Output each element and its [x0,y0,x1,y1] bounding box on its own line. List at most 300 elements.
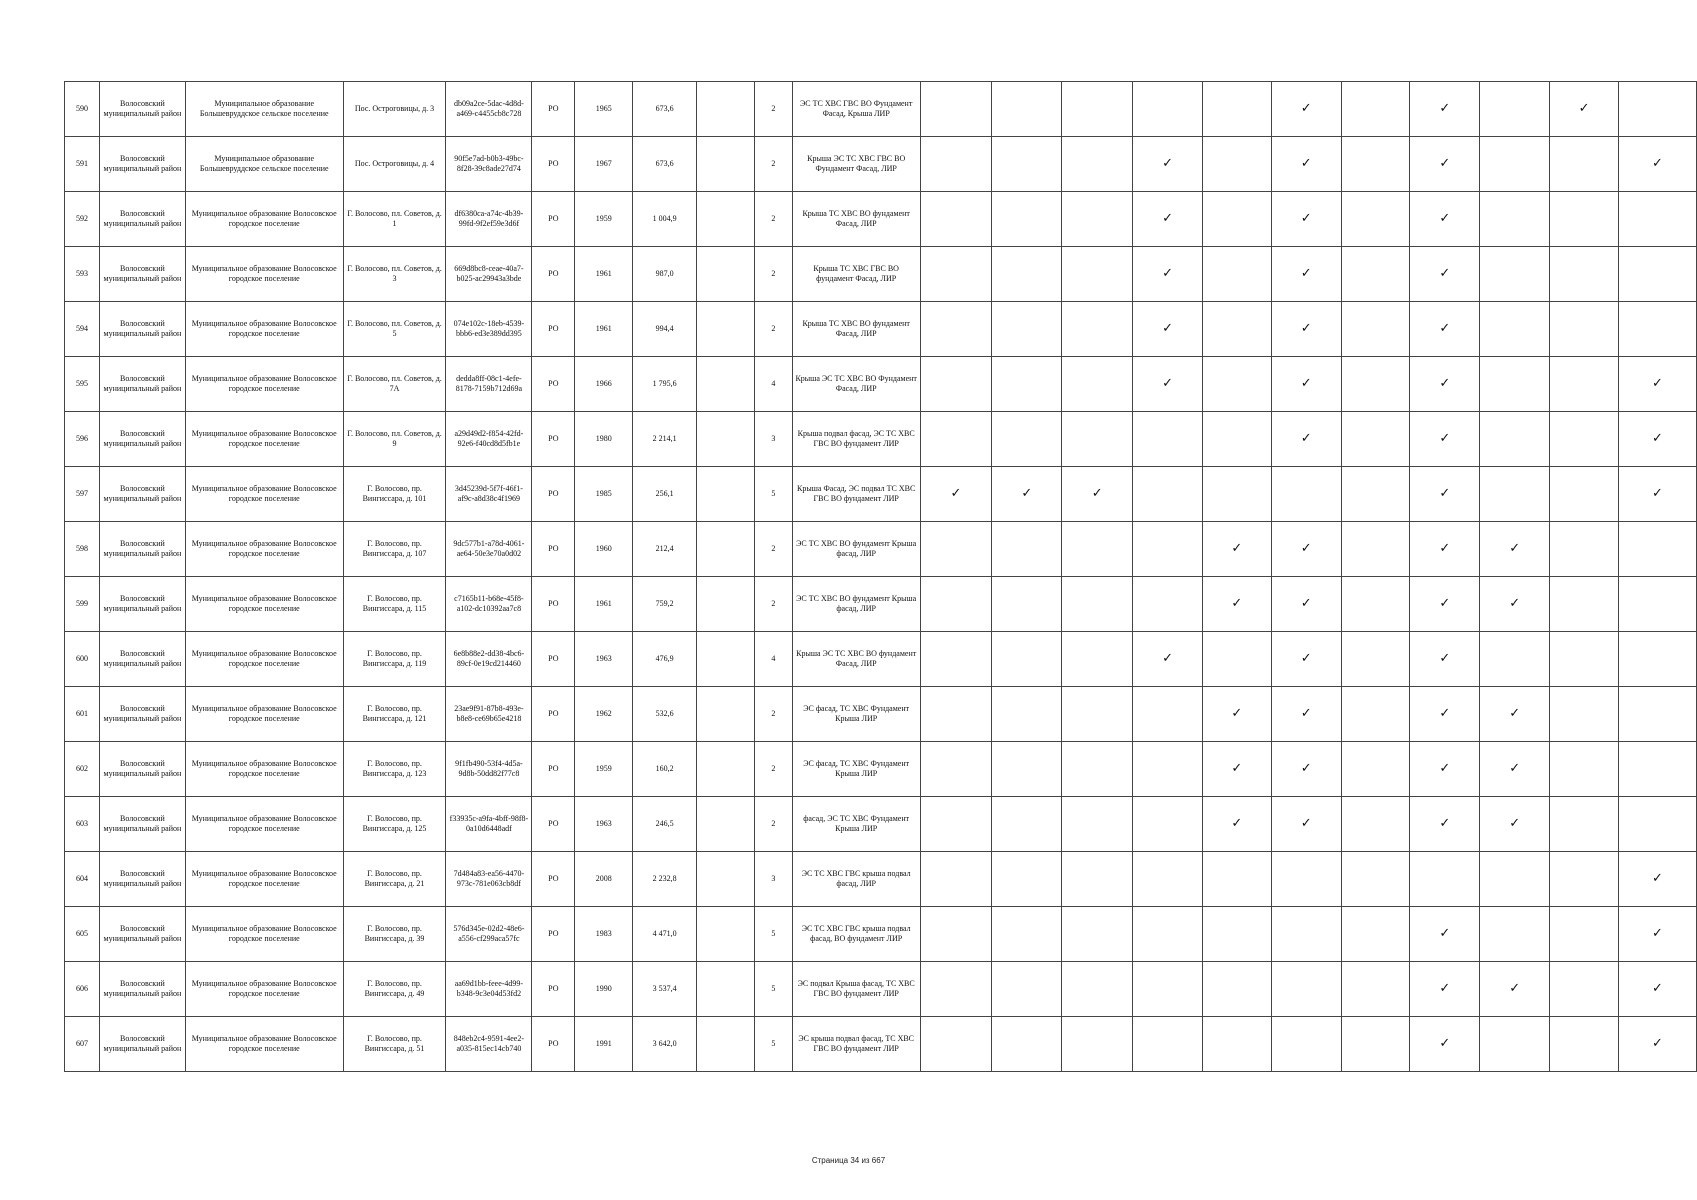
area-cell: 2 232,8 [633,852,697,907]
municipality-cell: Муниципальное образование Волосовское городское поселение [185,962,343,1017]
count-cell: 5 [754,962,792,1017]
check-mark-icon: ✓ [1618,907,1696,962]
address-cell: Г. Волосово, пл. Советов, д. 1 [343,192,446,247]
empty-check-cell [1133,577,1203,632]
empty-check-cell [992,412,1062,467]
check-mark-icon: ✓ [1271,192,1341,247]
empty-check-cell [1133,687,1203,742]
district-cell: Волосовский муниципальный район [99,357,185,412]
empty-check-cell [1480,1017,1550,1072]
empty-check-cell [1062,797,1133,852]
district-cell: Волосовский муниципальный район [99,742,185,797]
row-number: 591 [65,137,100,192]
type-cell: РО [532,632,575,687]
empty-check-cell [1341,632,1410,687]
row-number: 601 [65,687,100,742]
empty-cell [697,687,755,742]
guid-cell: df6380ca-a74c-4b39-99fd-9f2ef59e3d6f [446,192,532,247]
empty-check-cell [1202,1017,1271,1072]
empty-check-cell [1341,137,1410,192]
empty-check-cell [992,852,1062,907]
empty-cell [697,302,755,357]
empty-check-cell [992,577,1062,632]
check-mark-icon: ✓ [1271,357,1341,412]
empty-check-cell [920,577,992,632]
empty-check-cell [1341,522,1410,577]
year-cell: 1967 [575,137,633,192]
type-cell: РО [532,467,575,522]
empty-check-cell [1133,412,1203,467]
empty-cell [697,852,755,907]
empty-check-cell [992,907,1062,962]
count-cell: 2 [754,137,792,192]
empty-check-cell [1133,82,1203,137]
works-cell: Крыша ЭС ТС ХВС ВО фундамент Фасад, ЛИР [792,632,920,687]
check-mark-icon: ✓ [1410,137,1480,192]
empty-check-cell [1550,467,1619,522]
check-mark-icon: ✓ [1480,742,1550,797]
district-cell: Волосовский муниципальный район [99,137,185,192]
check-mark-icon: ✓ [1410,742,1480,797]
works-cell: Крыша ТС ХВС ГВС ВО фундамент Фасад, ЛИР [792,247,920,302]
area-cell: 246,5 [633,797,697,852]
empty-check-cell [1480,632,1550,687]
area-cell: 476,9 [633,632,697,687]
empty-check-cell [1062,632,1133,687]
empty-check-cell [1341,467,1410,522]
check-mark-icon: ✓ [1410,467,1480,522]
empty-check-cell [1410,852,1480,907]
empty-check-cell [1271,962,1341,1017]
year-cell: 1980 [575,412,633,467]
check-mark-icon: ✓ [1271,742,1341,797]
empty-check-cell [1341,907,1410,962]
address-cell: Пос. Остроговицы, д. 3 [343,82,446,137]
address-cell: Г. Волосово, пл. Советов, д. 9 [343,412,446,467]
works-cell: Крыша ЭС ТС ХВС ВО Фундамент Фасад, ЛИР [792,357,920,412]
address-cell: Пос. Остроговицы, д. 4 [343,137,446,192]
empty-check-cell [1618,247,1696,302]
municipality-cell: Муниципальное образование Волосовское городское поселение [185,577,343,632]
empty-cell [697,467,755,522]
municipality-cell: Муниципальное образование Волосовское городское поселение [185,742,343,797]
count-cell: 5 [754,1017,792,1072]
row-number: 596 [65,412,100,467]
year-cell: 1983 [575,907,633,962]
district-cell: Волосовский муниципальный район [99,797,185,852]
empty-check-cell [1062,742,1133,797]
works-cell: Крыша ЭС ТС ХВС ГВС ВО Фундамент Фасад, ЛИР [792,137,920,192]
empty-check-cell [1341,247,1410,302]
check-mark-icon: ✓ [1202,687,1271,742]
type-cell: РО [532,247,575,302]
empty-check-cell [1550,412,1619,467]
empty-check-cell [920,797,992,852]
year-cell: 1962 [575,687,633,742]
empty-check-cell [1618,742,1696,797]
address-cell: Г. Волосово, пр. Вингиссара, д. 107 [343,522,446,577]
row-number: 600 [65,632,100,687]
empty-check-cell [1202,632,1271,687]
count-cell: 3 [754,852,792,907]
address-cell: Г. Волосово, пр. Вингиссара, д. 39 [343,907,446,962]
area-cell: 987,0 [633,247,697,302]
check-mark-icon: ✓ [1410,907,1480,962]
empty-check-cell [1480,467,1550,522]
year-cell: 1963 [575,632,633,687]
guid-cell: a29d49d2-f854-42fd-92e6-f40cd8d5fb1e [446,412,532,467]
empty-cell [697,192,755,247]
empty-check-cell [1062,907,1133,962]
municipality-cell: Муниципальное образование Волосовское городское поселение [185,1017,343,1072]
check-mark-icon: ✓ [1271,577,1341,632]
empty-check-cell [1550,302,1619,357]
empty-check-cell [992,247,1062,302]
empty-check-cell [1271,467,1341,522]
address-cell: Г. Волосово, пр. Вингиссара, д. 119 [343,632,446,687]
row-number: 597 [65,467,100,522]
empty-check-cell [920,522,992,577]
empty-check-cell [1133,907,1203,962]
row-number: 599 [65,577,100,632]
empty-check-cell [1202,962,1271,1017]
year-cell: 1990 [575,962,633,1017]
works-cell: ЭС фасад, ТС ХВС Фундамент Крыша ЛИР [792,687,920,742]
address-cell: Г. Волосово, пр. Вингиссара, д. 123 [343,742,446,797]
check-mark-icon: ✓ [1618,137,1696,192]
empty-check-cell [1618,797,1696,852]
area-cell: 2 214,1 [633,412,697,467]
guid-cell: 074e102c-18eb-4539-bbb6-ed3e389dd395 [446,302,532,357]
empty-check-cell [1550,632,1619,687]
empty-check-cell [1341,687,1410,742]
empty-cell [697,82,755,137]
guid-cell: 90f5e7ad-b0b3-49bc-8f28-39c8ade27d74 [446,137,532,192]
empty-check-cell [1618,687,1696,742]
count-cell: 2 [754,247,792,302]
empty-check-cell [1062,247,1133,302]
row-number: 594 [65,302,100,357]
empty-check-cell [1202,82,1271,137]
empty-check-cell [1062,1017,1133,1072]
check-mark-icon: ✓ [1480,962,1550,1017]
type-cell: РО [532,137,575,192]
check-mark-icon: ✓ [1480,687,1550,742]
empty-check-cell [1618,632,1696,687]
empty-check-cell [1062,412,1133,467]
year-cell: 1966 [575,357,633,412]
check-mark-icon: ✓ [1410,1017,1480,1072]
check-mark-icon: ✓ [1202,577,1271,632]
guid-cell: 576d345e-02d2-48e6-a556-cf299aca57fc [446,907,532,962]
guid-cell: 23ae9f91-87b8-493e-b8e8-ce69b65e4218 [446,687,532,742]
area-cell: 673,6 [633,82,697,137]
empty-check-cell [1550,687,1619,742]
check-mark-icon: ✓ [1410,962,1480,1017]
empty-check-cell [1550,962,1619,1017]
type-cell: РО [532,797,575,852]
check-mark-icon: ✓ [1271,82,1341,137]
check-mark-icon: ✓ [1271,797,1341,852]
check-mark-icon: ✓ [1480,797,1550,852]
district-cell: Волосовский муниципальный район [99,632,185,687]
guid-cell: aa69d1bb-feee-4d99-b348-9c3e04d53fd2 [446,962,532,1017]
table-row [65,302,1697,357]
row-number: 607 [65,1017,100,1072]
empty-check-cell [1062,852,1133,907]
works-cell: ЭС крыша подвал фасад, ТС ХВС ГВС ВО фундамент ЛИР [792,1017,920,1072]
row-number: 606 [65,962,100,1017]
empty-check-cell [1202,137,1271,192]
area-cell: 673,6 [633,137,697,192]
type-cell: РО [532,742,575,797]
area-cell: 160,2 [633,742,697,797]
row-number: 603 [65,797,100,852]
empty-check-cell [1550,192,1619,247]
empty-check-cell [1202,357,1271,412]
type-cell: РО [532,82,575,137]
check-mark-icon: ✓ [1271,412,1341,467]
year-cell: 1961 [575,302,633,357]
type-cell: РО [532,302,575,357]
address-cell: Г. Волосово, пл. Советов, д. 3 [343,247,446,302]
empty-check-cell [992,742,1062,797]
type-cell: РО [532,577,575,632]
empty-check-cell [920,357,992,412]
district-cell: Волосовский муниципальный район [99,192,185,247]
guid-cell: 7d484a83-ea56-4470-973c-781e063cb8df [446,852,532,907]
empty-check-cell [1133,852,1203,907]
guid-cell: 9f1fb490-53f4-4d5a-9d8b-50dd82f77c8 [446,742,532,797]
check-mark-icon: ✓ [1410,82,1480,137]
page-footer: Страница 34 из 667 [811,1156,886,1165]
empty-check-cell [1202,247,1271,302]
check-mark-icon: ✓ [1410,797,1480,852]
table-row [65,907,1697,962]
check-mark-icon: ✓ [1618,357,1696,412]
empty-check-cell [1202,412,1271,467]
empty-check-cell [1062,82,1133,137]
empty-check-cell [1341,357,1410,412]
year-cell: 1959 [575,742,633,797]
table-row [65,247,1697,302]
empty-check-cell [920,632,992,687]
municipality-cell: Муниципальное образование Волосовское городское поселение [185,797,343,852]
type-cell: РО [532,852,575,907]
guid-cell: db09a2ce-5dac-4d8d-a469-c4455cb8c728 [446,82,532,137]
table-row [65,522,1697,577]
empty-check-cell [992,962,1062,1017]
empty-check-cell [1062,137,1133,192]
count-cell: 4 [754,632,792,687]
works-cell: Крыша Фасад, ЭС подвал ТС ХВС ГВС ВО фундамент ЛИР [792,467,920,522]
guid-cell: 9dc577b1-a78d-4061-ae64-50e3e70a0d02 [446,522,532,577]
empty-check-cell [920,137,992,192]
check-mark-icon: ✓ [1271,522,1341,577]
empty-check-cell [1550,357,1619,412]
empty-check-cell [920,1017,992,1072]
empty-check-cell [1341,1017,1410,1072]
empty-check-cell [1341,577,1410,632]
empty-check-cell [1550,797,1619,852]
municipality-cell: Муниципальное образование Волосовское городское поселение [185,247,343,302]
empty-check-cell [1550,137,1619,192]
table-row [65,577,1697,632]
check-mark-icon: ✓ [1618,1017,1696,1072]
district-cell: Волосовский муниципальный район [99,522,185,577]
count-cell: 5 [754,467,792,522]
empty-check-cell [1618,192,1696,247]
check-mark-icon: ✓ [1618,962,1696,1017]
area-cell: 3 537,4 [633,962,697,1017]
empty-check-cell [920,687,992,742]
municipality-cell: Муниципальное образование Большевруддское сельское поселение [185,137,343,192]
empty-check-cell [920,962,992,1017]
empty-check-cell [992,302,1062,357]
year-cell: 1963 [575,797,633,852]
guid-cell: 669d8bc8-ceae-40a7-b025-ac29943a3bde [446,247,532,302]
check-mark-icon: ✓ [1550,82,1619,137]
check-mark-icon: ✓ [1618,412,1696,467]
year-cell: 1991 [575,1017,633,1072]
empty-check-cell [1480,247,1550,302]
municipality-cell: Муниципальное образование Волосовское городское поселение [185,687,343,742]
count-cell: 2 [754,797,792,852]
guid-cell: dedda8ff-08c1-4efe-8178-7159b712d69a [446,357,532,412]
district-cell: Волосовский муниципальный район [99,852,185,907]
area-cell: 212,4 [633,522,697,577]
empty-check-cell [1341,192,1410,247]
empty-check-cell [1062,302,1133,357]
address-cell: Г. Волосово, пр. Вингиссара, д. 51 [343,1017,446,1072]
table-row [65,192,1697,247]
area-cell: 759,2 [633,577,697,632]
area-cell: 532,6 [633,687,697,742]
type-cell: РО [532,522,575,577]
area-cell: 3 642,0 [633,1017,697,1072]
empty-cell [697,412,755,467]
row-number: 598 [65,522,100,577]
check-mark-icon: ✓ [1133,247,1203,302]
empty-check-cell [1550,1017,1619,1072]
area-cell: 1 004,9 [633,192,697,247]
check-mark-icon: ✓ [1133,632,1203,687]
table-row [65,797,1697,852]
empty-check-cell [1062,962,1133,1017]
empty-cell [697,797,755,852]
count-cell: 2 [754,192,792,247]
empty-check-cell [1133,797,1203,852]
empty-check-cell [1480,302,1550,357]
district-cell: Волосовский муниципальный район [99,467,185,522]
year-cell: 1961 [575,247,633,302]
empty-check-cell [1480,192,1550,247]
check-mark-icon: ✓ [1133,357,1203,412]
works-cell: ЭС подвал Крыша фасад, ТС ХВС ГВС ВО фундамент ЛИР [792,962,920,1017]
empty-check-cell [992,357,1062,412]
empty-check-cell [1133,1017,1203,1072]
district-cell: Волосовский муниципальный район [99,247,185,302]
empty-check-cell [1341,962,1410,1017]
empty-check-cell [992,192,1062,247]
check-mark-icon: ✓ [1271,632,1341,687]
type-cell: РО [532,907,575,962]
address-cell: Г. Волосово, пр. Вингиссара, д. 115 [343,577,446,632]
type-cell: РО [532,1017,575,1072]
empty-check-cell [920,907,992,962]
empty-check-cell [1550,247,1619,302]
year-cell: 1959 [575,192,633,247]
empty-check-cell [992,137,1062,192]
row-number: 602 [65,742,100,797]
table-row [65,1017,1697,1072]
empty-check-cell [1480,357,1550,412]
check-mark-icon: ✓ [1410,192,1480,247]
empty-check-cell [1133,522,1203,577]
table-row [65,632,1697,687]
empty-cell [697,522,755,577]
empty-check-cell [992,1017,1062,1072]
works-cell: фасад, ЭС ТС ХВС Фундамент Крыша ЛИР [792,797,920,852]
area-cell: 256,1 [633,467,697,522]
empty-check-cell [920,82,992,137]
register-table [64,81,1697,1072]
check-mark-icon: ✓ [1480,522,1550,577]
district-cell: Волосовский муниципальный район [99,302,185,357]
type-cell: РО [532,962,575,1017]
municipality-cell: Муниципальное образование Волосовское городское поселение [185,522,343,577]
works-cell: ЭС ТС ХВС ГВС ВО Фундамент Фасад, Крыша ЛИР [792,82,920,137]
municipality-cell: Муниципальное образование Волосовское городское поселение [185,357,343,412]
empty-check-cell [1341,302,1410,357]
guid-cell: c7165b11-b68e-45f8-a102-dc10392aa7c8 [446,577,532,632]
guid-cell: 848eb2c4-9591-4ee2-a035-815ec14cb740 [446,1017,532,1072]
check-mark-icon: ✓ [1410,302,1480,357]
empty-check-cell [1341,797,1410,852]
works-cell: ЭС фасад, ТС ХВС Фундамент Крыша ЛИР [792,742,920,797]
count-cell: 4 [754,357,792,412]
row-number: 593 [65,247,100,302]
empty-check-cell [1618,577,1696,632]
row-number: 605 [65,907,100,962]
empty-check-cell [1202,852,1271,907]
year-cell: 1961 [575,577,633,632]
empty-check-cell [992,82,1062,137]
empty-check-cell [1202,192,1271,247]
address-cell: Г. Волосово, пр. Вингиссара, д. 125 [343,797,446,852]
empty-check-cell [1480,852,1550,907]
municipality-cell: Муниципальное образование Волосовское городское поселение [185,302,343,357]
check-mark-icon: ✓ [1410,632,1480,687]
municipality-cell: Муниципальное образование Волосовское городское поселение [185,852,343,907]
type-cell: РО [532,412,575,467]
count-cell: 2 [754,577,792,632]
works-cell: ЭС ТС ХВС ВО фундамент Крыша фасад, ЛИР [792,522,920,577]
empty-check-cell [1062,357,1133,412]
count-cell: 2 [754,302,792,357]
check-mark-icon: ✓ [1202,742,1271,797]
empty-check-cell [1341,412,1410,467]
empty-cell [697,247,755,302]
empty-check-cell [920,247,992,302]
table-row [65,962,1697,1017]
empty-check-cell [992,522,1062,577]
empty-check-cell [1550,907,1619,962]
empty-check-cell [992,687,1062,742]
empty-check-cell [1618,522,1696,577]
empty-check-cell [1480,412,1550,467]
check-mark-icon: ✓ [920,467,992,522]
